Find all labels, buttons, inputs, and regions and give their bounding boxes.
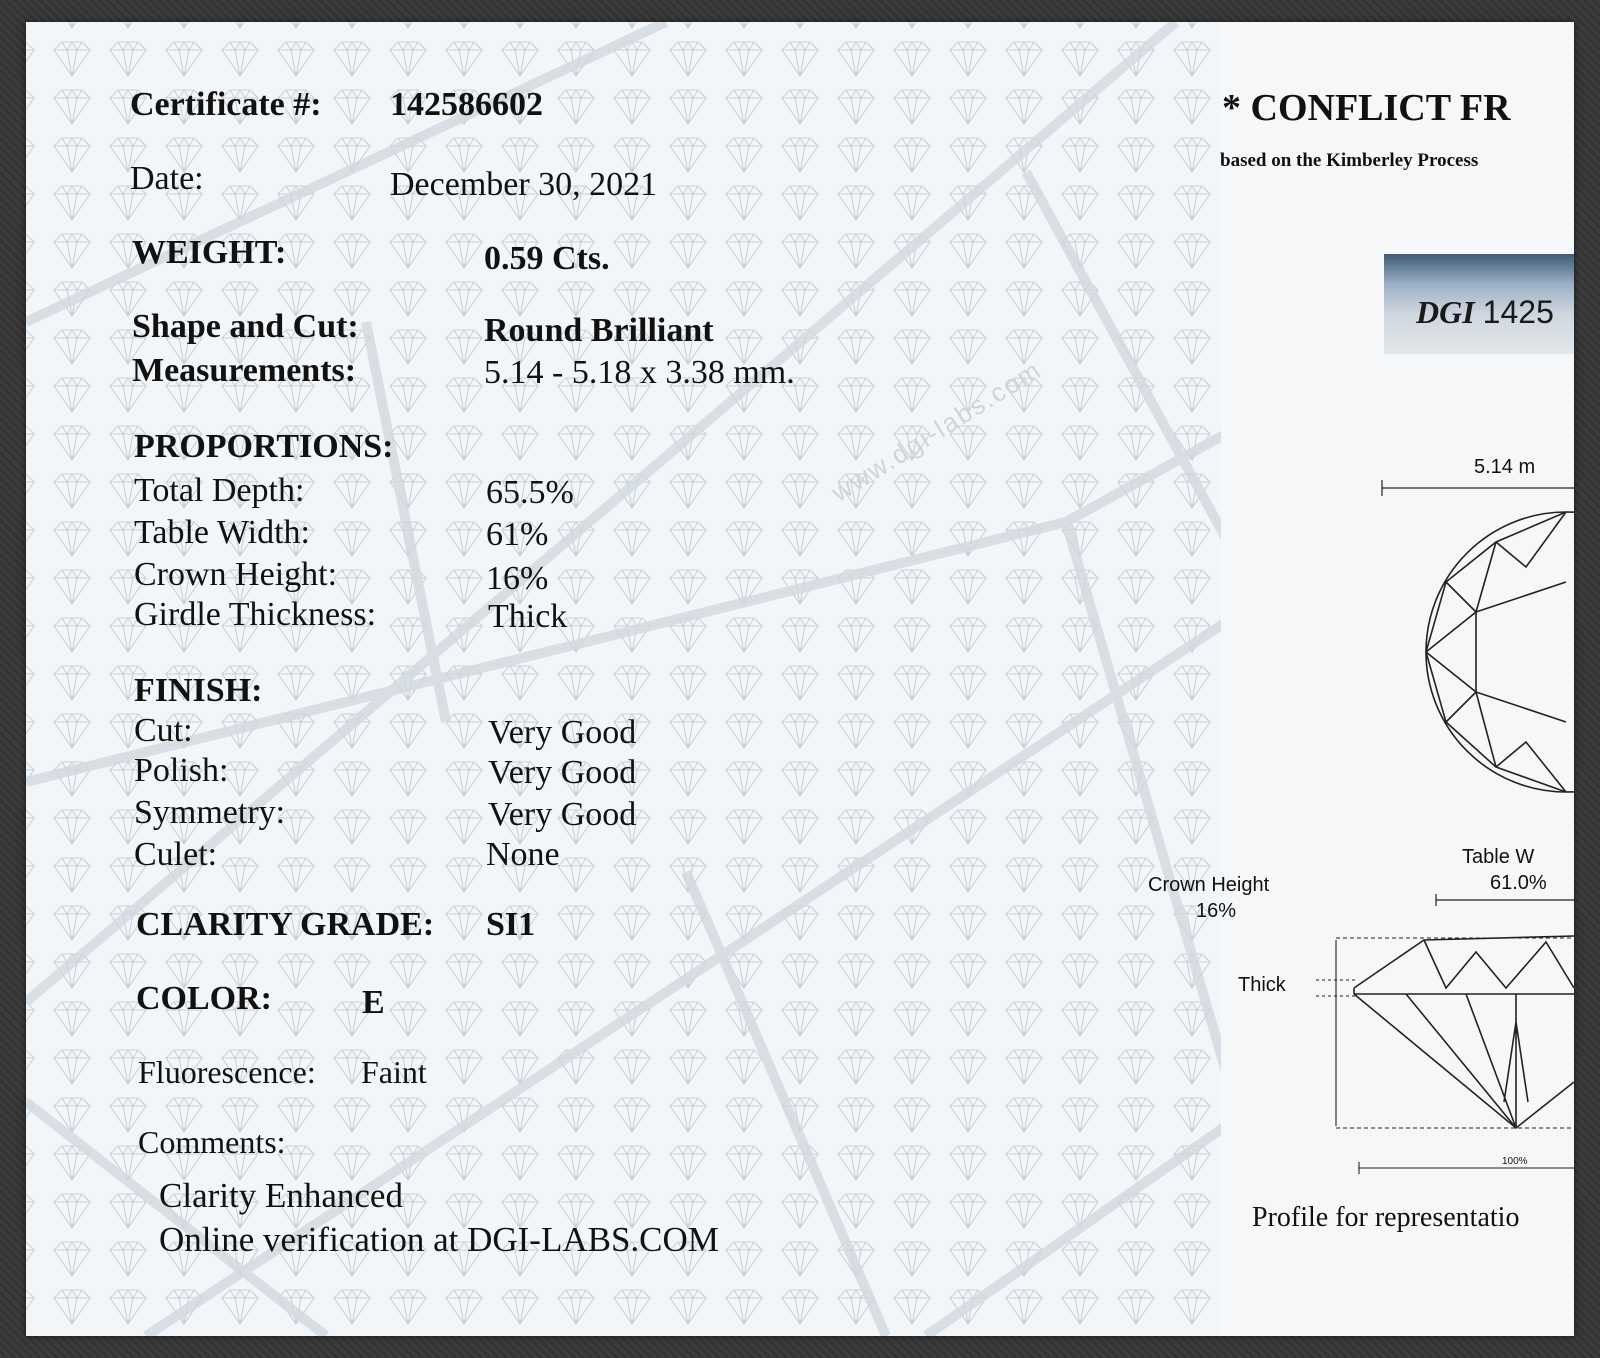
diamond-diagrams	[26, 22, 1574, 1336]
certificate-number: 142586602	[390, 86, 543, 123]
girdle-diagram-label: Thick	[1238, 974, 1286, 996]
crown-height-diagram-value: 16%	[1196, 900, 1237, 922]
color-value: E	[362, 984, 385, 1021]
fluorescence-label: Fluorescence:	[138, 1054, 316, 1090]
shape-label: Shape and Cut:	[132, 308, 359, 345]
certificate-number-label: Certificate #:	[130, 86, 322, 123]
symmetry-value: Very Good	[488, 796, 637, 833]
comments-label: Comments:	[138, 1124, 286, 1160]
symmetry-label: Symmetry:	[134, 794, 286, 831]
color-label: COLOR:	[136, 980, 272, 1017]
polish-value: Very Good	[488, 754, 637, 791]
culet-label: Culet:	[134, 836, 218, 873]
finish-heading: FINISH:	[134, 672, 263, 709]
diameter-label: 5.14 m	[1474, 456, 1536, 478]
culet-value: None	[486, 836, 560, 873]
girdle-thickness-label: Girdle Thickness:	[134, 596, 377, 633]
clarity-grade-label: CLARITY GRADE:	[136, 906, 435, 943]
profile-view-diamond	[1354, 936, 1574, 1128]
profile-caption: Profile for representatio	[1252, 1202, 1520, 1233]
date-value: December 30, 2021	[390, 166, 658, 203]
crown-height-value: 16%	[486, 560, 549, 597]
watermark-url: www.dgi-labs.com	[826, 354, 1047, 508]
cut-label: Cut:	[134, 712, 193, 749]
table-width-label: Table Width:	[134, 514, 310, 551]
conflict-free-title: * CONFLICT FR	[1222, 87, 1511, 129]
crown-height-label: Crown Height:	[134, 556, 338, 593]
shape-value: Round Brilliant	[484, 312, 714, 349]
certificate-document	[26, 22, 1574, 1336]
profile-dimension-lines	[1316, 938, 1574, 1174]
girdle-thickness-value: Thick	[488, 598, 568, 635]
dgi-logo: DGI	[1416, 294, 1475, 330]
comment-line-verification: Online verification at DGI-LABS.COM	[159, 1220, 719, 1259]
clarity-grade-value: SI1	[486, 906, 536, 943]
fluorescence-value: Faint	[361, 1054, 427, 1090]
seal-number: 1425	[1482, 294, 1554, 330]
weight-label: WEIGHT:	[132, 234, 287, 271]
total-depth-value: 65.5%	[486, 474, 574, 511]
diameter-dimension-line	[1382, 480, 1574, 496]
table-width-value: 61%	[486, 516, 549, 553]
table-width-diagram-value: 61.0%	[1490, 872, 1547, 894]
measurements-value: 5.14 - 5.18 x 3.38 mm.	[484, 354, 795, 391]
kimberley-subtitle: based on the Kimberley Process	[1220, 150, 1479, 171]
crown-height-diagram-label: Crown Height	[1148, 874, 1270, 896]
weight-value: 0.59 Cts.	[484, 240, 610, 277]
date-label: Date:	[130, 160, 204, 197]
table-dimension-line	[1436, 894, 1574, 906]
scale-label: 100%	[1502, 1156, 1528, 1167]
top-view-diamond	[1426, 512, 1574, 792]
total-depth-label: Total Depth:	[134, 472, 305, 509]
comment-line-clarity: Clarity Enhanced	[159, 1176, 403, 1215]
table-width-diagram-label: Table W	[1462, 846, 1535, 868]
cut-value: Very Good	[488, 714, 637, 751]
measurements-label: Measurements:	[132, 352, 357, 389]
polish-label: Polish:	[134, 752, 229, 789]
proportions-heading: PROPORTIONS:	[134, 428, 394, 465]
